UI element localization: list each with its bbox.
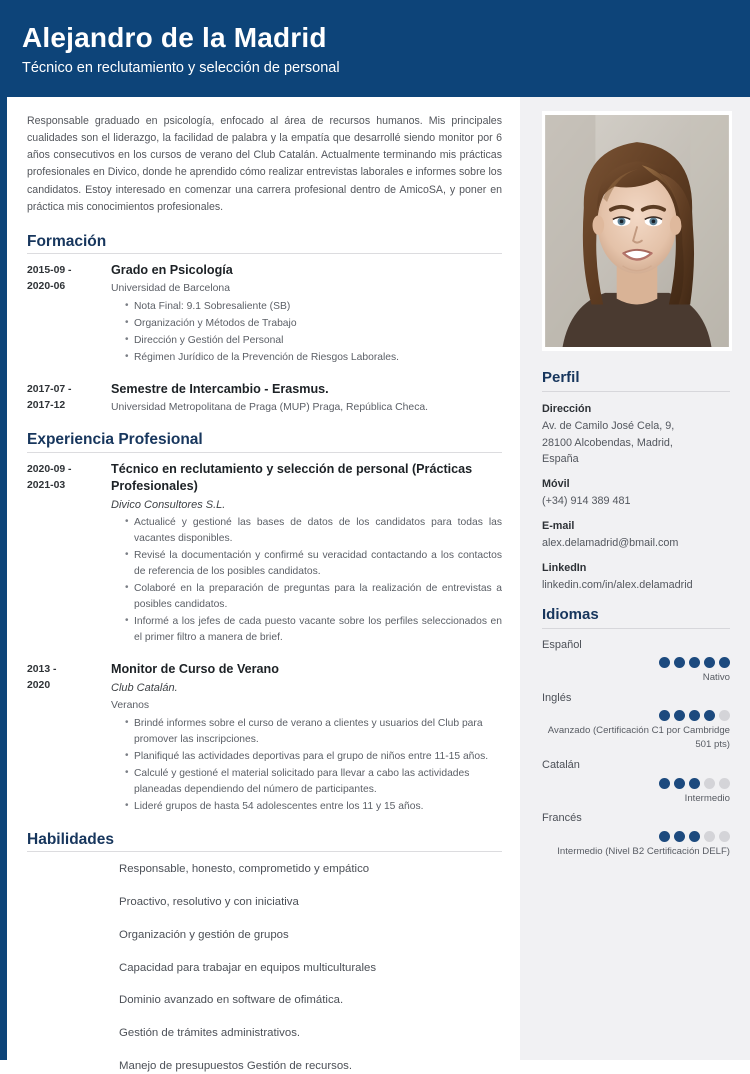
address-line: 28100 Alcobendas, Madrid, bbox=[542, 436, 673, 449]
language-level: Nativo bbox=[702, 672, 730, 684]
language-name: Catalán bbox=[542, 759, 580, 772]
language-rating-dots bbox=[542, 778, 730, 789]
rating-dot-filled bbox=[689, 657, 700, 668]
rating-dot-empty bbox=[704, 778, 715, 789]
rating-dot-filled bbox=[674, 831, 685, 842]
section-experience bbox=[19, 430, 506, 815]
entry-dates bbox=[27, 461, 111, 647]
experience-entry bbox=[19, 661, 506, 816]
rating-dot-filled bbox=[659, 778, 670, 789]
language-name: Español bbox=[542, 638, 582, 651]
section-divider bbox=[542, 391, 730, 392]
entry-bullet-list bbox=[111, 515, 502, 646]
list-item: • Régimen Jurídico de la Prevención de Riesgos Laborales. bbox=[125, 350, 502, 366]
entry-detail bbox=[111, 262, 506, 366]
candidate-role: Técnico en reclutamiento y selección de personal bbox=[22, 60, 340, 77]
list-item: • Calculé y gestioné el material solicitado para llevar a cabo las actividades planeadas dependiendo del número de participantes. bbox=[125, 766, 502, 798]
date-to: 2017-12 bbox=[27, 399, 66, 411]
section-skills bbox=[19, 830, 506, 1074]
profile-label-address: Dirección bbox=[542, 402, 592, 415]
education-entry bbox=[19, 262, 506, 366]
profile-value-email[interactable]: alex.delamadrid@bmail.com bbox=[542, 537, 679, 550]
entry-title: Grado en Psicología bbox=[111, 263, 233, 278]
entry-company: Club Catalán. bbox=[111, 681, 178, 694]
profile-value-address bbox=[542, 418, 730, 468]
profile-label-linkedin: LinkedIn bbox=[542, 561, 587, 574]
entry-detail bbox=[111, 661, 506, 816]
date-from: 2015-09 - bbox=[27, 265, 72, 277]
section-title-languages: Idiomas bbox=[542, 605, 599, 623]
entry-bullet-list bbox=[111, 716, 502, 815]
language-level: Avanzado (Certificación C1 por Cambridge 501 pts) bbox=[547, 725, 730, 751]
list-item: Responsable, honesto, comprometido y empático bbox=[119, 863, 370, 876]
entry-detail bbox=[111, 381, 506, 417]
cv-body bbox=[0, 97, 750, 1073]
cv-header bbox=[0, 0, 750, 97]
section-divider bbox=[27, 851, 502, 852]
rating-dot-filled bbox=[689, 778, 700, 789]
skills-list bbox=[19, 860, 506, 1074]
entry-detail bbox=[111, 461, 506, 647]
rating-dot-filled bbox=[674, 657, 685, 668]
entry-organization: Universidad de Barcelona bbox=[111, 283, 230, 295]
entry-title: Semestre de Intercambio - Erasmus. bbox=[111, 381, 329, 396]
language-level: Intermedio (Nivel B2 Certificación DELF) bbox=[557, 845, 730, 857]
professional-summary: Responsable graduado en psicología, enfocado al área de recursos humanos. Mis principales cualidades son el liderazgo, la facilidad de palabra y la empatía que desarrollé siendo monitor por 6 años consecutivos en los cursos de verano del Club Catalán. Actualmente terminando mis prácticas profesionales en Divico, donde he aprendido cómo realizar entrevistas laborales e informes sobre los candidatos. Estoy interesado en comenzar una carrera profesional dentro de AmicoSA, y poner en práctica mis conocimientos profesionales. bbox=[27, 115, 502, 213]
list-item: • Colaboré en la preparación de preguntas para la realización de entrevistas a posibles candidatos. bbox=[125, 581, 502, 613]
candidate-name: Alejandro de la Madrid bbox=[22, 22, 327, 53]
language-rating-dots bbox=[542, 831, 730, 842]
experience-entry bbox=[19, 461, 506, 647]
list-item: • Planifiqué las actividades deportivas para el grupo de niños entre 11-15 años. bbox=[125, 749, 502, 765]
rating-dot-filled bbox=[689, 710, 700, 721]
section-divider bbox=[27, 452, 502, 453]
address-line: España bbox=[542, 453, 579, 466]
entry-dates bbox=[27, 661, 111, 816]
entry-title: Monitor de Curso de Verano bbox=[111, 661, 279, 676]
date-from: 2020-09 - bbox=[27, 463, 72, 475]
education-entry bbox=[19, 381, 506, 417]
rating-dot-empty bbox=[719, 831, 730, 842]
entry-title: Técnico en reclutamiento y selección de personal (Prácticas Profesionales) bbox=[111, 461, 473, 493]
rating-dot-filled bbox=[674, 710, 685, 721]
rating-dot-filled bbox=[689, 831, 700, 842]
entry-period: Veranos bbox=[111, 700, 150, 712]
profile-label-email: E-mail bbox=[542, 520, 575, 533]
language-item bbox=[542, 638, 730, 685]
entry-dates bbox=[27, 262, 111, 366]
section-education bbox=[19, 232, 506, 416]
language-rating-dots bbox=[542, 657, 730, 668]
rating-dot-empty bbox=[719, 710, 730, 721]
section-title-education: Formación bbox=[27, 232, 107, 250]
language-name: Francés bbox=[542, 812, 582, 825]
portrait-photo-icon bbox=[546, 115, 728, 347]
entry-company: Divico Consultores S.L. bbox=[111, 498, 226, 511]
list-item: • Revisé la documentación y confirmé su veracidad contactando a los contactos de referencia de los posibles candidatos. bbox=[125, 548, 502, 580]
list-item: • Informé a los jefes de cada puesto vacante sobre los perfiles seleccionados en el primer filtro a manera de brief. bbox=[125, 614, 502, 646]
rating-dot-filled bbox=[659, 657, 670, 668]
date-from: 2017-07 - bbox=[27, 383, 72, 395]
rating-dot-filled bbox=[719, 657, 730, 668]
entry-dates bbox=[27, 381, 111, 417]
section-divider bbox=[542, 628, 730, 629]
date-to: 2020 bbox=[27, 679, 51, 691]
section-profile bbox=[542, 369, 730, 594]
date-to: 2020-06 bbox=[27, 281, 66, 293]
list-item: • Dirección y Gestión del Personal bbox=[125, 333, 502, 349]
profile-label-mobile: Móvil bbox=[542, 478, 570, 491]
language-level: Intermedio bbox=[684, 792, 730, 804]
avatar bbox=[542, 111, 732, 351]
language-item bbox=[542, 811, 730, 858]
sidebar bbox=[520, 97, 750, 1060]
list-item: Dominio avanzado en software de ofimática. bbox=[119, 994, 344, 1007]
language-rating-dots bbox=[542, 710, 730, 721]
language-item bbox=[542, 691, 730, 752]
list-item: Organización y gestión de grupos bbox=[119, 928, 289, 941]
rating-dot-filled bbox=[674, 778, 685, 789]
profile-value-mobile: (+34) 914 389 481 bbox=[542, 495, 631, 508]
section-title-experience: Experiencia Profesional bbox=[27, 431, 203, 449]
rating-dot-filled bbox=[659, 831, 670, 842]
rating-dot-empty bbox=[704, 831, 715, 842]
date-to: 2021-03 bbox=[27, 479, 66, 491]
section-title-profile: Perfil bbox=[542, 369, 580, 386]
list-item: Proactivo, resolutivo y con iniciativa bbox=[119, 895, 299, 908]
list-item: • Lideré grupos de hasta 54 adolescentes entre los 11 y 15 años. bbox=[125, 799, 502, 815]
section-divider bbox=[27, 253, 502, 254]
list-item: • Actualicé y gestioné las bases de datos de los candidatos para todas las vacantes disponibles. bbox=[125, 515, 502, 547]
rating-dot-filled bbox=[704, 657, 715, 668]
section-title-skills: Habilidades bbox=[27, 830, 114, 848]
rating-dot-filled bbox=[659, 710, 670, 721]
rating-dot-filled bbox=[704, 710, 715, 721]
section-languages bbox=[542, 606, 730, 859]
list-item: • Nota Final: 9.1 Sobresaliente (SB) bbox=[125, 299, 502, 315]
list-item: Manejo de presupuestos Gestión de recursos. bbox=[119, 1060, 353, 1073]
profile-value-linkedin[interactable]: linkedin.com/in/alex.delamadrid bbox=[542, 579, 693, 592]
main-column bbox=[7, 97, 520, 1073]
date-from: 2013 - bbox=[27, 663, 57, 675]
entry-organization: Universidad Metropolitana de Praga (MUP) Praga, República Checa. bbox=[111, 401, 429, 413]
list-item: • Brindé informes sobre el curso de verano a clientes y usuarios del Club para promover las inscripciones. bbox=[125, 716, 502, 748]
list-item: • Organización y Métodos de Trabajo bbox=[125, 316, 502, 332]
list-item: Gestión de trámites administrativos. bbox=[119, 1027, 301, 1040]
entry-bullet-list bbox=[111, 299, 502, 366]
language-item bbox=[542, 758, 730, 805]
rating-dot-empty bbox=[719, 778, 730, 789]
language-name: Inglés bbox=[542, 691, 572, 704]
address-line: Av. de Camilo José Cela, 9, bbox=[542, 419, 675, 432]
list-item: Capacidad para trabajar en equipos multiculturales bbox=[119, 961, 377, 974]
